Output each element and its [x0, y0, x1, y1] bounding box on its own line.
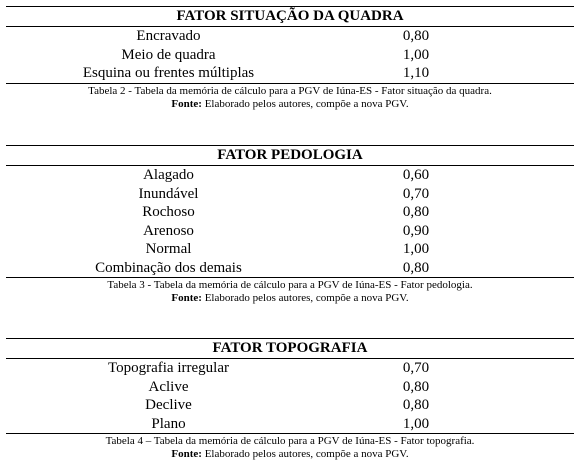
row-label: Plano — [151, 415, 186, 432]
row-label: Meio de quadra — [121, 46, 216, 63]
row-value: 0,80 — [402, 397, 430, 413]
table-title: FATOR SITUAÇÃO DA QUADRA — [6, 6, 574, 27]
row-value: 0,80 — [402, 378, 430, 395]
row-label: Combinação dos demais — [95, 259, 242, 276]
table-row — [6, 222, 574, 241]
table-row — [6, 259, 574, 278]
row-label: Topografia irregular — [108, 360, 229, 376]
source-label: Fonte: — [171, 448, 202, 460]
table-caption: Tabela 2 - Tabela da memória de cálculo para a PGV de Iúna-ES - Fator situação da quadra. — [88, 84, 492, 97]
table-row — [6, 27, 574, 46]
row-value: 0,80 — [402, 259, 430, 276]
table-row — [6, 46, 574, 65]
source-label: Fonte: — [171, 292, 202, 304]
row-value: 0,90 — [402, 222, 430, 239]
row-label: Arenoso — [143, 222, 194, 239]
table-body — [6, 166, 574, 278]
row-value: 0,60 — [402, 167, 430, 183]
row-value: 0,70 — [402, 185, 430, 202]
table-row — [6, 378, 574, 397]
table-row — [6, 240, 574, 259]
source-text: Elaborado pelos autores, compõe a nova PGV. — [201, 97, 409, 110]
table-title: FATOR PEDOLOGIA — [6, 145, 574, 166]
source-text: Elaborado pelos autores, compõe a nova PGV. — [201, 292, 409, 304]
row-label: Rochoso — [142, 204, 195, 220]
table-body — [6, 359, 574, 434]
row-label: Alagado — [143, 167, 194, 183]
table-title: FATOR TOPOGRAFIA — [6, 338, 574, 359]
row-value: 1,10 — [402, 65, 430, 81]
table-row — [6, 396, 574, 415]
table-caption: Tabela 4 – Tabela da memória de cálculo para a PGV de Iúna-ES - Fator topografia. — [105, 435, 475, 447]
source-label: Fonte: — [171, 97, 202, 110]
table-caption: Tabela 3 - Tabela da memória de cálculo para a PGV de Iúna-ES - Fator pedologia. — [107, 279, 473, 291]
row-value: 1,00 — [402, 46, 430, 63]
row-label: Encravado — [136, 28, 201, 44]
table-row — [6, 185, 574, 204]
table-body — [6, 27, 574, 84]
row-label: Declive — [145, 397, 192, 413]
table-source — [6, 98, 574, 111]
row-value: 1,00 — [402, 415, 430, 432]
table-source — [6, 292, 574, 305]
table-row — [6, 203, 574, 222]
table-pedologia — [6, 145, 574, 305]
table-source — [6, 448, 574, 461]
source-text: Elaborado pelos autores, compõe a nova PGV. — [201, 448, 409, 460]
table-row — [6, 64, 574, 83]
row-value: 0,80 — [402, 204, 430, 220]
table-situacao-quadra — [6, 6, 574, 111]
row-value: 1,00 — [402, 241, 430, 257]
row-value: 0,70 — [402, 360, 430, 376]
table-topografia — [6, 338, 574, 461]
table-row — [6, 166, 574, 185]
row-label: Normal — [145, 241, 192, 257]
row-value: 0,80 — [402, 28, 430, 44]
row-label: Aclive — [148, 378, 189, 395]
row-label: Esquina ou frentes múltiplas — [82, 65, 255, 81]
table-row — [6, 359, 574, 378]
table-row — [6, 415, 574, 434]
row-label: Inundável — [138, 185, 199, 202]
